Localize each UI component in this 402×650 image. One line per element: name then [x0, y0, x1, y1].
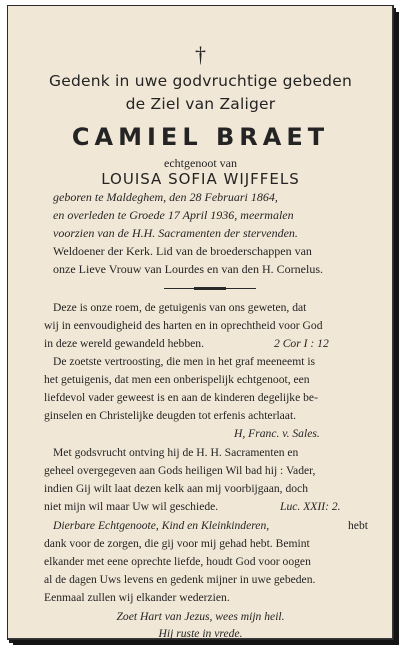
para4-opening: Dierbare Echtgenoote, Kind en Kleinkinderen,: [53, 519, 270, 532]
para3-line-4: niet mijn wil maar Uw wil geschiede.: [44, 500, 219, 513]
para3-reference: Luc. XXII: 2.: [280, 500, 341, 513]
bio-line-4: Weldoener der Kerk. Lid van de broederschappen van: [53, 244, 312, 258]
para1-line-1: Deze is onze roem, de getuigenis van ons geweten, dat: [53, 301, 307, 314]
para4-line-3: al de dagen Uws levens en gedenk mijner in uwe gebeden.: [44, 573, 316, 586]
bio-line-2: en overleden te Groede 17 April 1936, meermalen: [53, 208, 294, 222]
para2-line-1: De zoetste vertroosting, die men in het graf meeneemt is: [53, 355, 316, 368]
relation-text: echtgenoot van: [164, 156, 237, 170]
bio-line-3: voorzien van de H.H. Sacramenten der stervenden.: [53, 226, 298, 240]
deceased-name: CAMIEL BRAET: [71, 123, 330, 151]
closing-line-1: Zoet Hart van Jezus, wees mijn heil.: [116, 610, 285, 623]
spouse-name: LOUISA SOFIA WIJFFELS: [101, 170, 300, 188]
para3-line-3: indien Gij wilt laat dezen kelk aan mij voorbijgaan, doch: [44, 482, 309, 495]
para2-line-4: ginselen en Christelijke deugden tot erfenis achterlaat.: [44, 409, 297, 422]
para4-line-1: dank voor de zorgen, die gij voor mij gehad hebt. Bemint: [44, 537, 310, 550]
memorial-card: [7, 5, 394, 640]
bio-line-1: geboren te Maldeghem, den 28 Februari 1864,: [53, 190, 278, 204]
para1-line-2: wij in eenvoudigheid des harten en in oprechtheid voor God: [44, 319, 323, 332]
heading-line-1: Gedenk in uwe godvruchtige gebeden: [49, 72, 352, 90]
para1-line-3: in deze wereld gewandeld hebben.: [44, 337, 204, 350]
heading-line-2: de Ziel van Zaliger: [125, 95, 276, 113]
para2-line-2: het getuigenis, dat men een onberispelijk echtgenoot, een: [44, 373, 310, 386]
para2-reference: H, Franc. v. Sales.: [234, 427, 320, 440]
para4-line-4: Eenmaal zullen wij elkander wederzien.: [44, 591, 230, 604]
para2-line-3: liefdevol vader geweest is en aan de kinderen degelijke be-: [44, 391, 318, 404]
para4-line-2: elkander met eene oprechte liefde, houdt God voor oogen: [44, 555, 311, 568]
para4-opening-rest: hebt: [348, 519, 368, 532]
divider-ornament: [164, 287, 256, 290]
cross-icon: †: [195, 42, 206, 67]
para3-line-1: Met godsvrucht ontving hij de H. H. Sacramenten en: [53, 446, 299, 459]
bio-line-5: onze Lieve Vrouw van Lourdes en van den H. Cornelus.: [53, 262, 323, 276]
para1-reference: 2 Cor I : 12: [274, 337, 329, 350]
para3-line-2: geheel overgegeven aan Gods heiligen Wil bad hij : Vader,: [44, 464, 316, 477]
closing-line-2: Hij ruste in vrede.: [158, 627, 243, 640]
